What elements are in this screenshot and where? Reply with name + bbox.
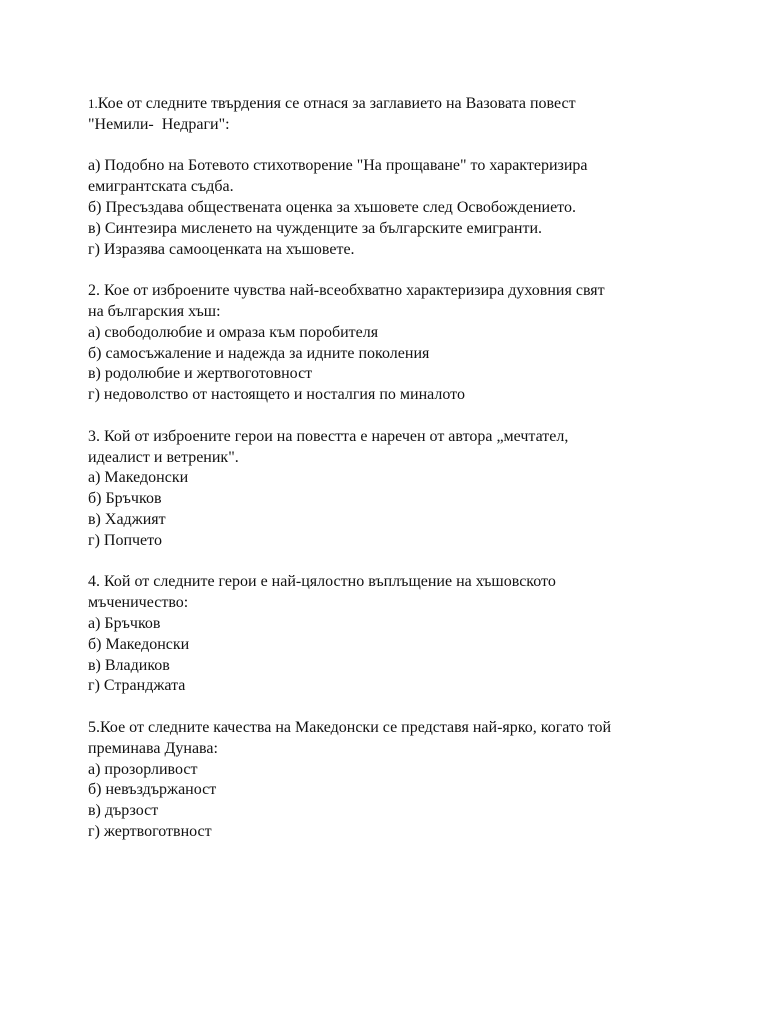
option-4d: г) Странджата (88, 677, 186, 695)
question-5-stem-line-1: 5.Кое от следните качества на Македонски се представя най-ярко, когато той (88, 718, 612, 736)
option-3d: г) Попчето (88, 531, 162, 549)
option-2b: б) самосъжаление и надежда за идните поколения (88, 344, 430, 362)
question-4-stem-line-2: мъченичество: (88, 594, 189, 612)
question-5-stem-line-2: преминава Дунава: (88, 739, 218, 757)
question-1-stem (88, 94, 728, 115)
question-1-number: 1. (88, 96, 98, 111)
question-5-options (88, 760, 728, 843)
option-5c: в) дързост (88, 802, 159, 820)
option-1a-continued: емигрантската съдба. (88, 178, 234, 196)
option-1c: в) Синтезира мисленето на чужденците за българските емигранти. (88, 219, 543, 237)
option-1a: а) Подобно на Ботевото стихотворение "На прощаване" то характеризира (88, 157, 588, 175)
option-2d: г) недоволство от настоящето и носталгия по миналото (88, 386, 465, 404)
question-3-options (88, 468, 728, 551)
option-5d: г) жертвоготвност (88, 822, 212, 840)
option-4c: в) Владиков (88, 656, 170, 674)
option-4b: б) Македонски (88, 635, 190, 653)
option-3a: а) Македонски (88, 469, 189, 487)
question-1-options (88, 156, 728, 260)
question-3-stem-line-1: 3. Кой от изброените герои на повестта е наречен от автора „мечтател, (88, 427, 569, 445)
question-1 (88, 94, 728, 260)
question-2-options (88, 323, 728, 406)
question-1-stem-line-2: "Немили- Недраги": (88, 115, 230, 133)
question-2 (88, 281, 728, 406)
question-4 (88, 572, 728, 697)
question-4-stem-line-1: 4. Кой от следните герои е най-цялостно въплъщение на хъшовското (88, 573, 556, 591)
option-1d: г) Изразява самооценката на хъшовете. (88, 240, 355, 258)
question-4-options (88, 614, 728, 697)
option-4a: а) Бръчков (88, 614, 161, 632)
option-1b: б) Пресъздава обществената оценка за хъшовете след Освобождението. (88, 198, 576, 216)
option-3b: б) Бръчков (88, 490, 162, 508)
quiz-document (88, 94, 728, 863)
option-3c: в) Хаджият (88, 510, 166, 528)
option-5b: б) невъздържаност (88, 781, 217, 799)
question-3 (88, 427, 728, 552)
question-2-stem-line-1: 2. Кое от изброените чувства най-всеобхватно характеризира духовния свят (88, 282, 605, 300)
option-2a: а) свободолюбие и омраза към поробителя (88, 323, 379, 341)
question-3-stem-line-2: идеалист и ветреник". (88, 448, 239, 466)
question-2-stem-line-2: на българския хъш: (88, 302, 221, 320)
question-5 (88, 718, 728, 843)
option-2c: в) родолюбие и жертвоготовност (88, 365, 313, 383)
question-1-stem-line-1: Кое от следните твърдения се отнася за заглавието на Вазовата повест (97, 95, 576, 112)
option-5a: а) прозорливост (88, 760, 198, 778)
question-1-gap (88, 136, 728, 157)
